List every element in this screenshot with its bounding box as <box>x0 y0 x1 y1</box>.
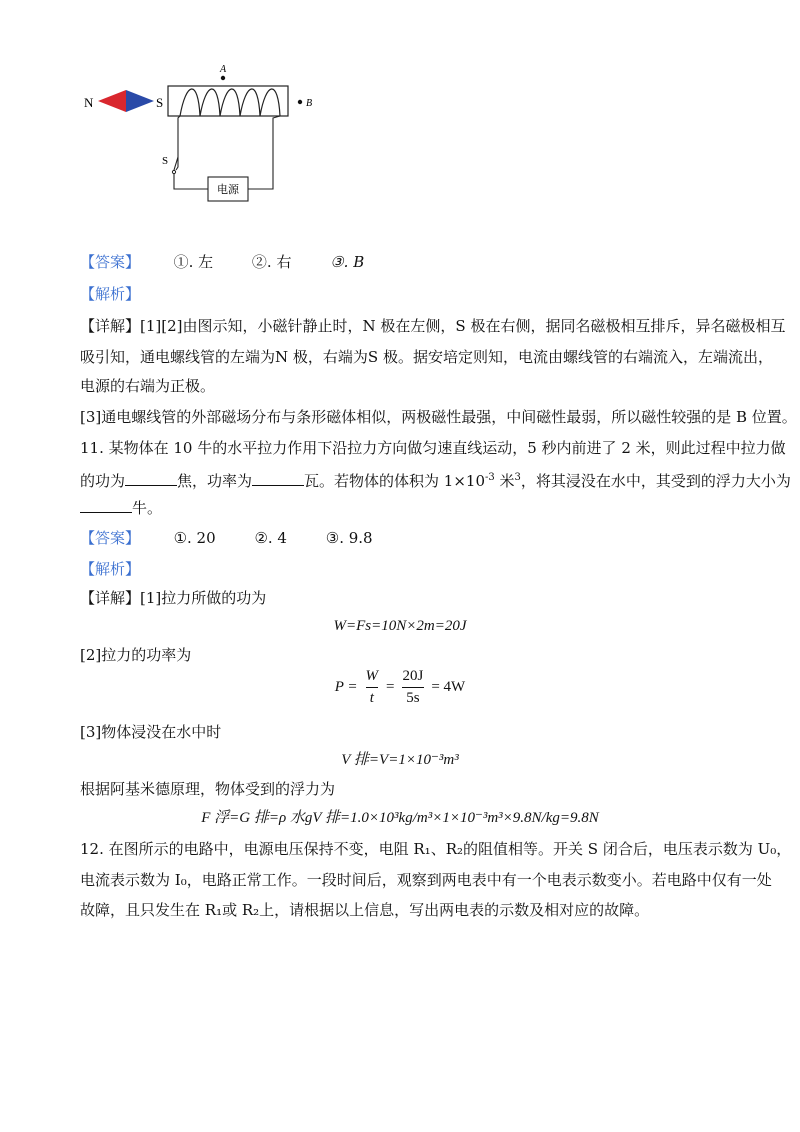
point-a-dot <box>221 76 225 80</box>
q11-stem-c: 瓦。若物体的体积为 1×10 <box>304 472 485 490</box>
q11-exp2: 3 <box>514 472 521 483</box>
q11-blank-2[interactable] <box>252 471 304 486</box>
q11-stem-line2 <box>80 468 791 491</box>
q12-line1: 12. 在图所示的电路中，电源电压保持不变，电阻 R₁、R₂的阻值相等。开关 S 闭合后，电压表示数为 U₀， <box>80 840 792 858</box>
q11-eq2-mid: = <box>386 679 395 695</box>
q11-eq2-lhs: P = <box>334 679 358 695</box>
q11-stem-line1: 11. 某物体在 10 牛的水平拉力作用下沿拉力方向做匀速直线运动，5 秒内前进了 2 米，则此过程中拉力做 <box>80 439 786 457</box>
q11-stem-d: 米 <box>494 472 515 490</box>
label-b: B <box>306 98 313 109</box>
q11-eq2-num2: 20J <box>402 668 424 684</box>
q11-eq2-den1: t <box>366 687 378 707</box>
q11-detail4: 根据阿基米德原理，物体受到的浮力为 <box>80 780 336 798</box>
q11-answer-1: ①. 20 <box>173 529 216 547</box>
q11-stem-line3-text: 牛。 <box>132 499 163 517</box>
needle-south-half <box>126 90 154 112</box>
q11-stem-a: 的功为 <box>80 472 126 490</box>
switch-contact <box>172 170 175 173</box>
point-b-dot <box>298 100 302 104</box>
right-wire <box>248 116 280 189</box>
label-n: N <box>84 95 94 110</box>
q10-answer-3: ③. B <box>330 253 365 271</box>
q11-detail1-line <box>80 588 266 608</box>
q10-detail-text1: [1][2]由图示知，小磁针静止时，N 极在左侧，S 极在右侧，据同名磁极相互排斥，异名磁极相互 <box>140 317 786 335</box>
q10-detail-line4: [3]通电螺线管的外部磁场分布与条形磁体相似，两极磁性最强，中间磁性最弱，所以磁性较强的是 B 位置。 <box>80 408 797 426</box>
q11-eq2-frac2 <box>399 668 428 707</box>
q10-answer-row <box>80 252 398 272</box>
circuit-svg <box>80 62 330 212</box>
solenoid-coils <box>180 89 280 116</box>
q11-blank-1[interactable] <box>125 471 177 486</box>
q12-line2: 电流表示数为 I₀，电路正常工作。一段时间后，观察到两电表中有一个电表示数变小。若电路中仅有一处 <box>80 871 772 889</box>
answer-tag: 【答案】 <box>80 529 141 547</box>
bottom-left-wire <box>174 174 208 189</box>
q11-detail2: [2]拉力的功率为 <box>80 646 192 664</box>
label-switch: S <box>162 155 169 167</box>
q11-stem-line3 <box>80 498 162 518</box>
answer-tag: 【答案】 <box>80 253 141 271</box>
label-a: A <box>220 64 227 75</box>
q11-analysis-tag: 【解析】 <box>80 560 141 578</box>
q11-detail-tag: 【详解】 <box>80 589 141 607</box>
q10-detail-line2: 吸引知，通电螺线管的左端为N 极，右端为S 极。据安培定则知，电流由螺线管的右端流入，左端流出， <box>80 348 773 366</box>
q11-detail1: [1]拉力所做的功为 <box>140 589 267 607</box>
q11-eq2-num1: W <box>365 668 379 684</box>
q11-eq1: W=Fs=10N×2m=20J <box>333 618 467 634</box>
q11-detail3: [3]物体浸没在水中时 <box>80 723 222 741</box>
q11-answer-3: ③. 9.8 <box>325 529 373 547</box>
q11-answer-2: ②. 4 <box>254 529 287 547</box>
q12-line3: 故障，且只发生在 R₁或 R₂上，请根据以上信息，写出两电表的示数及相对应的故障。 <box>80 901 650 919</box>
q11-answer-row <box>80 528 407 548</box>
q10-detail-line3: 电源的右端为正极。 <box>80 377 216 395</box>
q11-eq2 <box>0 668 800 707</box>
q10-analysis-tag: 【解析】 <box>80 285 141 303</box>
q11-blank-3[interactable] <box>80 498 132 513</box>
q11-stem-b: 焦，功率为 <box>177 472 253 490</box>
needle-north-half <box>98 90 126 112</box>
q11-eq2-rhs: = 4W <box>431 679 466 695</box>
q11-stem-e: ，将其浸没在水中，其受到的浮力大小为 <box>520 472 791 490</box>
q11-eq3: V 排=V=1×10⁻³m³ <box>341 752 459 768</box>
label-s-magnet: S <box>156 95 164 110</box>
q11-eq4: F 浮=G 排=ρ 水gV 排=1.0×10³kg/m³×1×10⁻³m³×9.8N/kg=9.8N <box>201 810 599 826</box>
q10-answer-1: ①. 左 <box>173 253 214 271</box>
power-supply-label: 电源 <box>217 183 239 196</box>
q11-eq2-frac1 <box>362 668 383 707</box>
q11-exp1: -3 <box>485 472 495 483</box>
q10-detail-tag: 【详解】 <box>80 317 141 335</box>
solenoid-circuit-diagram <box>80 62 330 212</box>
q11-eq2-den2: 5s <box>402 687 423 707</box>
q10-detail-line1 <box>80 316 785 336</box>
q10-answer-2: ②. 右 <box>251 253 292 271</box>
